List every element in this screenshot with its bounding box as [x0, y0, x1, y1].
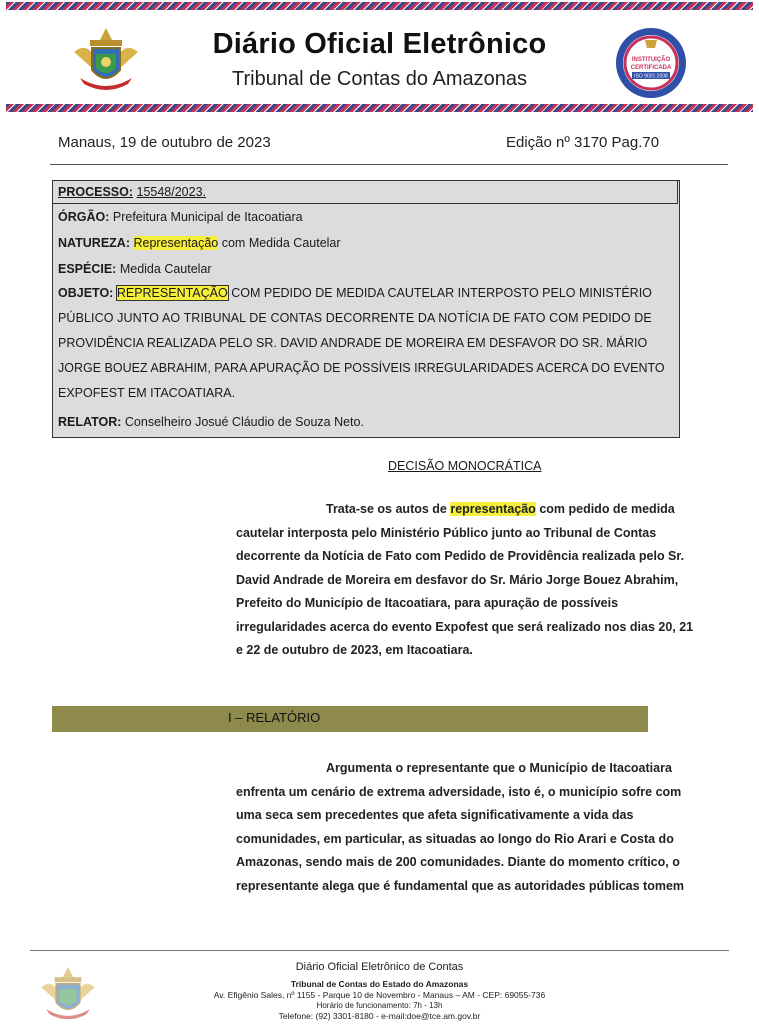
divider — [50, 164, 728, 165]
relatorio-line: enfrenta um cenário de extrema adversidade, isto é, o município sofre com — [236, 784, 682, 799]
edition-number: Edição nº 3170 Pag.70 — [506, 134, 660, 151]
decision-text-after: com pedido de medida — [539, 502, 675, 516]
svg-text:CERTIFICADA: CERTIFICADA — [630, 65, 672, 71]
publication-date: Manaus, 19 de outubro de 2023 — [58, 134, 271, 151]
orgao-line — [58, 208, 303, 226]
objeto-label: OBJETO: — [58, 286, 114, 300]
relatorio-title: I – RELATÓRIO — [228, 710, 321, 725]
decision-heading: DECISÃO MONOCRÁTICA — [388, 459, 542, 473]
relatorio-section-bar — [52, 706, 648, 732]
relatorio-first-text: Argumenta o representante que o Município de Itacoatiara — [326, 761, 672, 775]
natureza-highlight: Representação — [133, 236, 219, 250]
decision-text-before: Trata-se os autos de — [326, 502, 447, 516]
natureza-label: NATUREZA: — [58, 236, 130, 250]
decision-paragraph — [236, 498, 694, 663]
objeto-line-4: JORGE BOUEZ ABRAHIM, PARA APURAÇÃO DE POSSÍVEIS IRREGULARIDADES ACERCA DO EVENTO — [58, 361, 665, 375]
processo-line — [58, 183, 206, 201]
decision-line: decorrente da Notícia de Fato com Pedido de Providência realizada pelo Sr. — [236, 549, 685, 563]
objeto-highlight: REPRESENTAÇÃO — [116, 286, 228, 300]
relatorio-line: comunidades, em particular, as situadas ao longo do Rio Arari e Costa do — [236, 831, 674, 846]
objeto-line-2: PÚBLICO JUNTO AO TRIBUNAL DE CONTAS DECORRENTE DA NOTÍCIA DE FATO COM PEDIDO DE — [58, 311, 652, 325]
footer-title: Diário Oficial Eletrônico de Contas — [295, 961, 464, 973]
footer-hours: Horário de funcionamento: 7h - 13h — [316, 1001, 443, 1010]
decision-line: irregularidades acerca do evento Expofest que será realizado nos dias 20, 21 — [236, 619, 694, 634]
orgao-value: Prefeitura Municipal de Itacoatiara — [112, 210, 303, 224]
objeto-line-5: EXPOFEST EM ITACOATIARA. — [58, 386, 236, 400]
objeto-line-1 — [58, 281, 676, 307]
footer-address: Av. Efigênio Sales, nº 1155 - Parque 10 de Novembro - Manaus – AM - CEP: 69055-736 — [213, 990, 546, 1000]
relatorio-paragraph — [236, 757, 694, 898]
decision-line: cautelar interposta pelo Ministério Público junto ao Tribunal de Contas — [236, 525, 657, 540]
relatorio-line: uma seca sem precedentes que afeta significativamente a vida das — [236, 808, 634, 822]
relator-value: Conselheiro Josué Cláudio de Souza Neto. — [124, 415, 364, 429]
natureza-line — [58, 234, 341, 252]
footer-contact: Telefone: (92) 3301-8180 - e-mail:doe@tce.am.gov.br — [278, 1011, 481, 1021]
relatorio-line: representante alega que é fundamental que as autoridades públicas tomem — [236, 878, 685, 893]
relatorio-line-1 — [236, 757, 694, 781]
especie-line — [58, 260, 212, 278]
svg-text:INSTITUIÇÃO: INSTITUIÇÃO — [631, 57, 671, 63]
decision-line-1 — [236, 498, 694, 522]
processo-value: 15548/2023. — [136, 185, 207, 199]
relator-line — [58, 413, 364, 431]
decision-highlight: representação — [450, 502, 536, 516]
publication-subtitle: Tribunal de Contas do Amazonas — [232, 68, 527, 90]
decision-line: David Andrade de Moreira em desfavor do Sr. Mário Jorge Bouez Abrahim, — [236, 572, 679, 587]
relatorio-line: Amazonas, sendo mais de 200 comunidades. Diante do momento crítico, o — [236, 855, 680, 869]
decision-line: Prefeito do Município de Itacoatiara, para apuração de possíveis — [236, 596, 619, 610]
page-header — [0, 0, 759, 118]
header-top-stripe — [6, 2, 753, 10]
decision-line: e 22 de outubro de 2023, em Itacoatiara. — [236, 643, 473, 657]
certification-seal-logo — [612, 26, 690, 100]
natureza-rest: com Medida Cautelar — [221, 236, 341, 250]
processo-label: PROCESSO: — [58, 185, 134, 199]
orgao-label: ÓRGÃO: — [58, 210, 110, 224]
relator-label: RELATOR: — [58, 415, 122, 429]
especie-value: Medida Cautelar — [119, 262, 212, 276]
footer-institution: Tribunal de Contas do Estado do Amazonas — [290, 979, 469, 989]
especie-label: ESPÉCIE: — [58, 262, 117, 276]
objeto-text-1: COM PEDIDO DE MEDIDA CAUTELAR INTERPOSTO PELO MINISTÉRIO — [231, 286, 652, 300]
footer-divider — [30, 950, 729, 951]
publication-title: Diário Oficial Eletrônico — [212, 28, 547, 60]
svg-text:ISO 9001:2008: ISO 9001:2008 — [634, 73, 668, 80]
header-bottom-stripe — [6, 104, 753, 112]
objeto-line-3: PROVIDÊNCIA REALIZADA PELO SR. DAVID ANDRADE DE MOREIRA EM DESFAVOR DO SR. MÁRIO — [58, 336, 648, 350]
